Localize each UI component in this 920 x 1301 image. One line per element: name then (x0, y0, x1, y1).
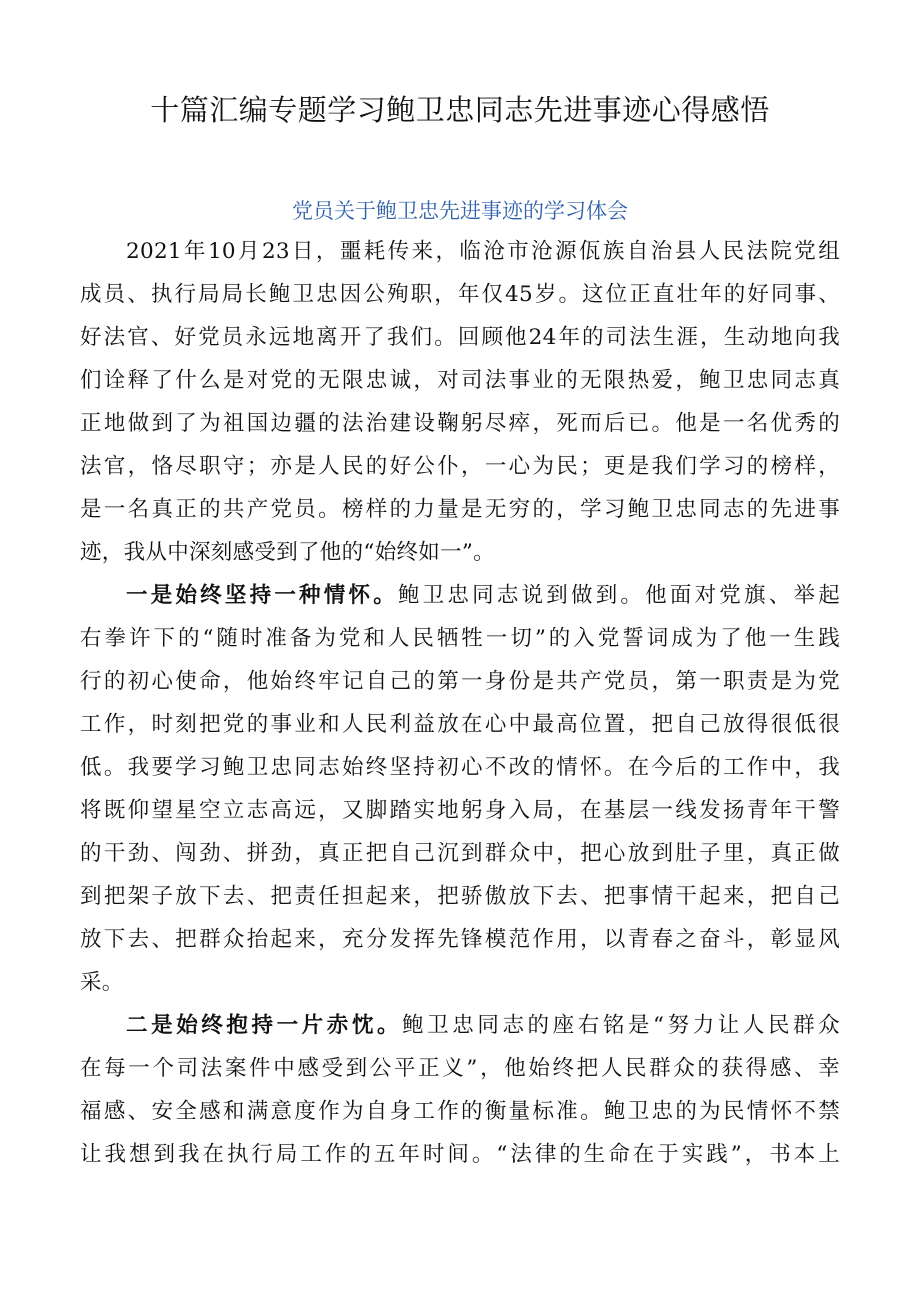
paragraph-line: 2021年10月23日，噩耗传来，临沧市沧源佤族自治县人民法院党组 (126, 239, 840, 264)
paragraph-first-line-text: 鲍卫忠同志说到做到。他面对党旗、举起 (397, 583, 840, 608)
paragraph-lead-heading: 二是始终抱持一片赤忱。 (126, 1013, 403, 1038)
paragraph-line: 工作，时刻把党的事业和人民利益放在心中最高位置，把自己放得很低很 (80, 712, 840, 737)
paragraph-2 (80, 574, 840, 1004)
paragraph-first-line (80, 1004, 840, 1047)
paragraph-line: 将既仰望星空立志高远，又脚踏实地躬身入局，在基层一线发扬青年干警 (80, 798, 840, 823)
paragraph-lead-heading: 一是始终坚持一种情怀。 (126, 583, 398, 608)
paragraph-line: 采。 (80, 970, 124, 995)
paragraph-line: 法官，恪尽职守；亦是人民的好公仆，一心为民；更是我们学习的榜样， (80, 454, 840, 479)
paragraph-line: 好法官、好党员永远地离开了我们。回顾他24年的司法生涯，生动地向我 (80, 325, 840, 350)
paragraph-line: 们诠释了什么是对党的无限忠诚，对司法事业的无限热爱，鲍卫忠同志真 (80, 368, 840, 393)
paragraph-first-line (80, 574, 840, 617)
paragraph-line: 是一名真正的共产党员。榜样的力量是无穷的，学习鲍卫忠同志的先进事 (80, 497, 840, 522)
paragraph-line: 放下去、把群众抬起来，充分发挥先锋模范作用，以青春之奋斗，彰显风 (80, 927, 840, 952)
paragraph-line: 让我想到我在执行局工作的五年时间。“法律的生命在于实践”，书本上 (80, 1142, 840, 1167)
paragraph-line: 迹，我从中深刻感受到了他的“始终如一”。 (80, 540, 495, 565)
paragraph-1 (80, 230, 840, 574)
paragraph-line: 正地做到了为祖国边疆的法治建设鞠躬尽瘁，死而后已。他是一名优秀的 (80, 411, 840, 436)
paragraph-first-line-text: 鲍卫忠同志的座右铭是“努力让人民群众 (402, 1013, 840, 1038)
paragraph-line: 行的初心使命，他始终牢记自己的第一身份是共产党员，第一职责是为党 (80, 669, 840, 694)
article-subtitle: 党员关于鲍卫忠先进事迹的学习体会 (292, 199, 628, 223)
paragraph-3 (80, 1004, 840, 1176)
paragraph-line: 右拳许下的“随时准备为党和人民牺牲一切”的入党誓词成为了他一生践 (80, 626, 840, 651)
paragraph-line: 成员、执行局局长鲍卫忠因公殉职，年仅45岁。这位正直壮年的好同事、 (80, 282, 840, 307)
document-title: 十篇汇编专题学习鲍卫忠同志先进事迹心得感悟 (150, 93, 770, 127)
paragraph-line: 低。我要学习鲍卫忠同志始终坚持初心不改的情怀。在今后的工作中，我 (80, 755, 840, 780)
paragraph-line: 的干劲、闯劲、拼劲，真正把自己沉到群众中，把心放到肚子里，真正做 (80, 841, 840, 866)
paragraph-line: 福感、安全感和满意度作为自身工作的衡量标准。鲍卫忠的为民情怀不禁 (80, 1099, 840, 1124)
paragraph-line: 到把架子放下去、把责任担起来，把骄傲放下去、把事情干起来，把自己 (80, 884, 840, 909)
paragraph-line: 在每一个司法案件中感受到公平正义”，他始终把人民群众的获得感、幸 (80, 1056, 840, 1081)
